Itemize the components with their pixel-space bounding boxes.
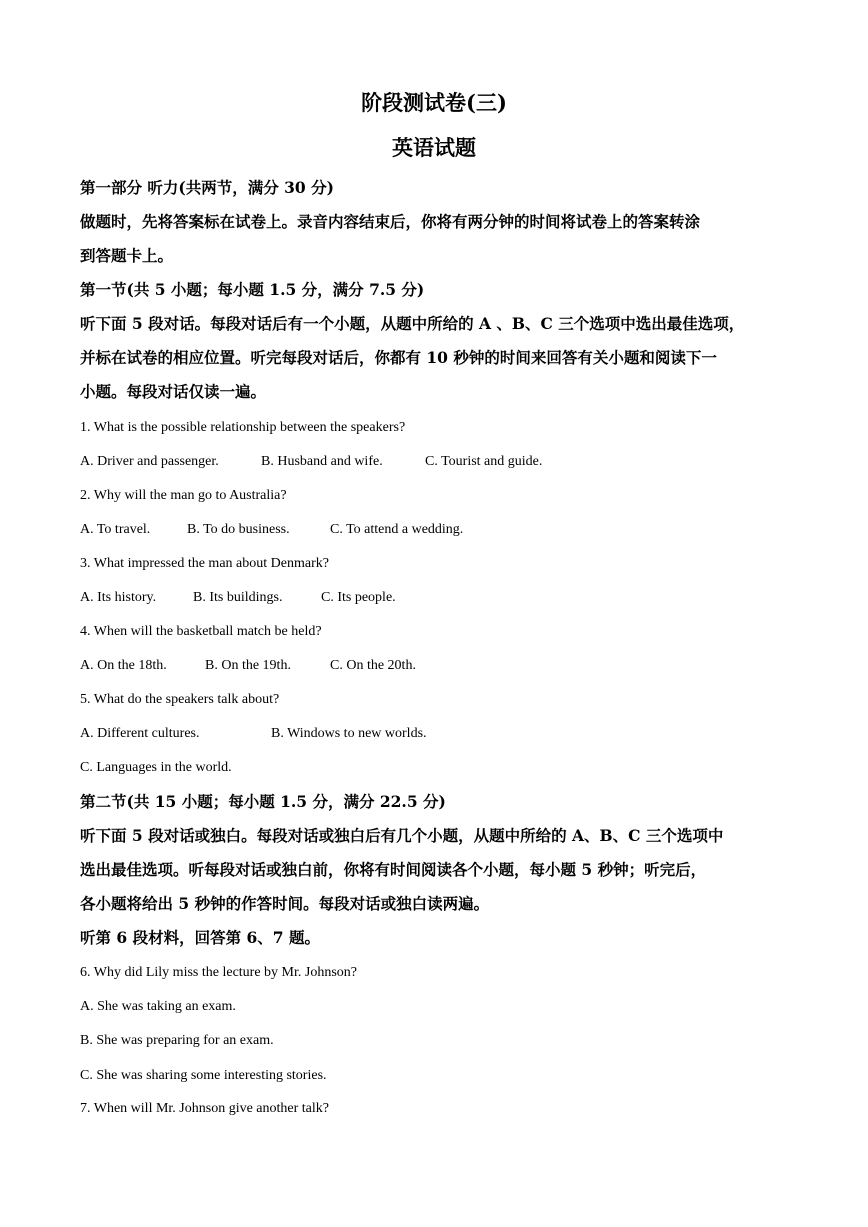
exam-title: 阶段测试卷(三) xyxy=(361,90,507,115)
question-option: C. Its people. xyxy=(321,590,396,605)
question-option: C. Languages in the world. xyxy=(80,760,232,775)
section2-intro-line: 听下面 5 段对话或独白。每段对话或独白后有几个小题，从题中所给的 A、B、C 三个选项中 xyxy=(80,826,724,845)
question-stem: 4. When will the basketball match be held? xyxy=(80,624,322,639)
question-option: B. Its buildings. xyxy=(193,590,283,605)
section1-intro-line: 小题。每段对话仅读一遍。 xyxy=(80,382,267,401)
question-stem: 1. What is the possible relationship between the speakers? xyxy=(80,420,406,435)
question-stem: 3. What impressed the man about Denmark? xyxy=(80,556,329,571)
question-stem: 2. Why will the man go to Australia? xyxy=(80,488,287,503)
question-option: A. Different cultures. xyxy=(80,726,200,741)
section1-heading: 第一节(共 5 小题；每小题 1.5 分，满分 7.5 分) xyxy=(80,280,425,299)
question-option: A. On the 18th. xyxy=(80,658,167,673)
question-option: B. To do business. xyxy=(187,522,290,537)
question-stem: 7. When will Mr. Johnson give another talk? xyxy=(80,1101,329,1116)
question-option: C. Tourist and guide. xyxy=(425,454,543,469)
question-option: A. To travel. xyxy=(80,522,151,537)
question-stem: 6. Why did Lily miss the lecture by Mr. Johnson? xyxy=(80,965,357,980)
section2-intro-line: 选出最佳选项。听每段对话或独白前，你将有时间阅读各个小题，每小题 5 秒钟；听完后， xyxy=(80,860,707,879)
exam-subtitle: 英语试题 xyxy=(392,135,476,160)
part1-intro-line: 做题时，先将答案标在试卷上。录音内容结束后，你将有两分钟的时间将试卷上的答案转涂 xyxy=(80,212,701,231)
section2-intro-line: 各小题将给出 5 秒钟的作答时间。每段对话或独白读两遍。 xyxy=(80,894,490,913)
question-option: A. Its history. xyxy=(80,590,157,605)
section1-intro-line: 并标在试卷的相应位置。听完每段对话后，你都有 10 秒钟的时间来回答有关小题和阅读下一 xyxy=(80,348,717,367)
section1-intro-line: 听下面 5 段对话。每段对话后有一个小题，从题中所给的 A 、B、C 三个选项中选出最佳选项， xyxy=(80,314,745,333)
part1-intro-line: 到答题卡上。 xyxy=(80,246,174,265)
question-option: C. She was sharing some interesting stories. xyxy=(80,1068,327,1083)
question-option: B. Windows to new worlds. xyxy=(271,726,427,741)
question-option: B. Husband and wife. xyxy=(261,454,383,469)
question-option: B. On the 19th. xyxy=(205,658,291,673)
question-option: B. She was preparing for an exam. xyxy=(80,1033,274,1048)
material-heading: 听第 6 段材料，回答第 6、7 题。 xyxy=(80,928,320,947)
question-option: C. On the 20th. xyxy=(330,658,416,673)
question-option: A. She was taking an exam. xyxy=(80,999,236,1014)
question-option: A. Driver and passenger. xyxy=(80,454,219,469)
question-stem: 5. What do the speakers talk about? xyxy=(80,692,280,707)
question-option: C. To attend a wedding. xyxy=(330,522,464,537)
section2-heading: 第二节(共 15 小题；每小题 1.5 分，满分 22.5 分) xyxy=(80,792,446,811)
part1-heading: 第一部分 听力(共两节，满分 30 分) xyxy=(80,178,334,197)
